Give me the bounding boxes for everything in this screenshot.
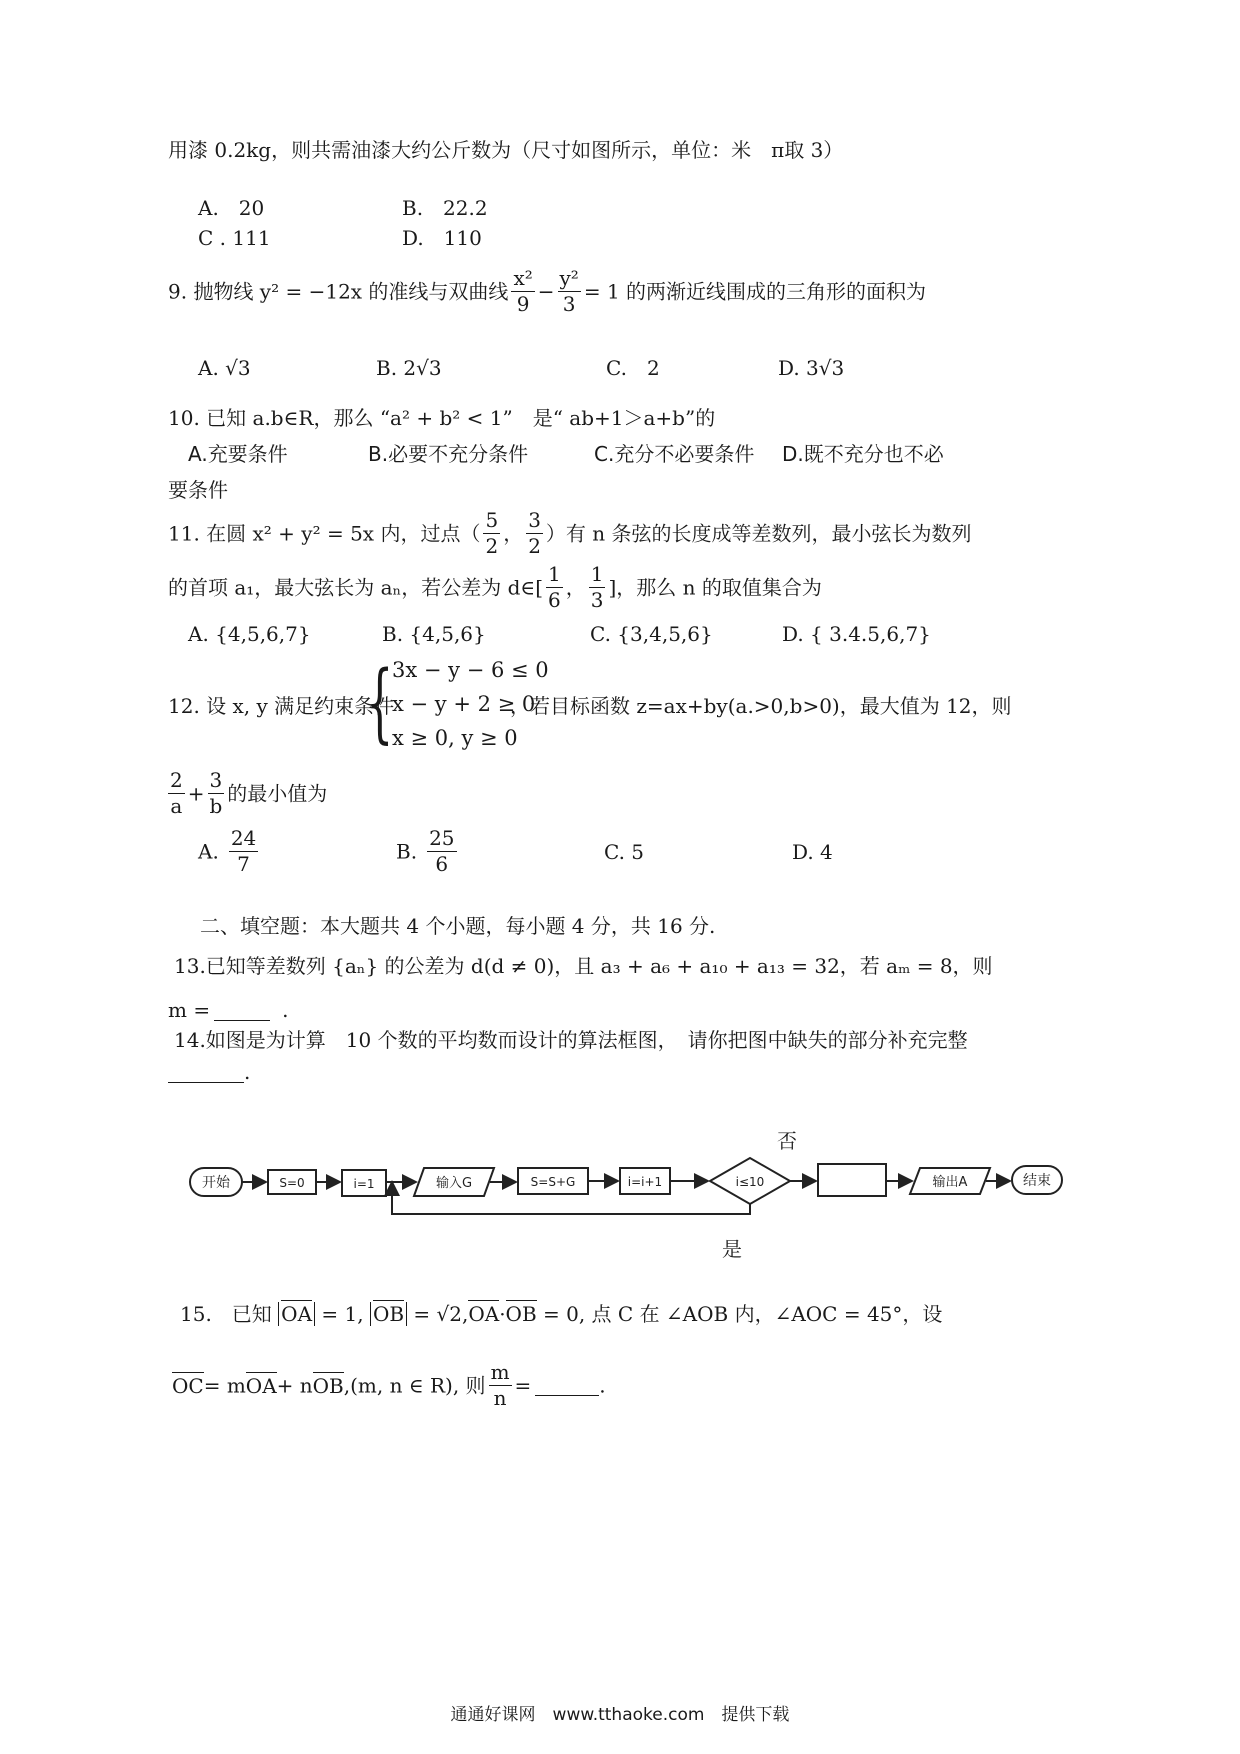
q14-text: 14.如图是为计算 10 个数的平均数而设计的算法框图， 请你把图中缺失的部分补充完整: [174, 1028, 968, 1052]
q12-tail: 的最小值为: [227, 781, 328, 806]
q15-vec-oa3: OA: [245, 1373, 277, 1398]
q9-option-b: B. 2√3: [376, 356, 442, 380]
q12-constraint-2: x − y + 2 ≥ 0: [392, 692, 536, 716]
q12-constraint-3: x ≥ 0, y ≥ 0: [392, 726, 518, 750]
q8-option-d: D. 110: [402, 226, 482, 250]
q8-option-a: A. 20: [198, 196, 265, 220]
q9-post: = 1 的两渐近线围成的三角形的面积为: [583, 279, 927, 304]
q10-option-b: B.必要不充分条件: [368, 442, 529, 466]
q11-frac-p2: $\frac{3}{2}$: [528, 508, 541, 558]
q15-line2: OC= mOA+ nOB,(m, n ∈ R), 则 $\frac{m}{n}$ = .: [172, 1360, 606, 1410]
q14-line2: .: [168, 1062, 250, 1083]
flow-i1-label: i=1: [353, 1177, 375, 1191]
q12-post: ，若目标函数 z=ax+by(a.>0,b>0)，最大值为 12，则: [510, 694, 1012, 718]
q15-frac-mn: $\frac{m}{n}$: [490, 1360, 510, 1410]
section-fill-in-heading: 二、填空题：本大题共 4 个小题，每小题 4 分，共 16 分.: [200, 914, 716, 938]
flow-cond-label: i≤10: [735, 1175, 765, 1189]
q8-text: 用漆 0.2kg，则共需油漆大约公斤数为（尺寸如图所示，单位：米 π取 3）: [168, 138, 844, 162]
q10-option-a: A.充要条件: [188, 442, 288, 466]
q12-option-d: D. 4: [792, 840, 833, 864]
q12-brace: {: [366, 653, 394, 753]
q9-frac-x: $\frac{\text{x²}}{9}$: [513, 266, 533, 316]
q15-line2-post: ,(m, n ∈ R), 则: [343, 1373, 486, 1398]
q12-frac-2a: $\frac{2}{a}$: [170, 768, 183, 818]
q11-line1: [168, 508, 972, 559]
flow-yes-label: 是: [722, 1237, 742, 1261]
q15-vec-oa: OA: [468, 1302, 500, 1326]
q15-answer-blank: [535, 1375, 599, 1396]
q12-option-a-frac: $\frac{24}{7}$: [230, 826, 257, 876]
q11-line2-pre: 的首项 a₁，最大弦长为 aₙ，若公差为 d∈[: [168, 575, 543, 600]
q9-option-d: D. 3√3: [778, 356, 845, 380]
q9-option-c: C. 2: [606, 356, 660, 380]
q11-comma: ，: [503, 521, 524, 546]
q13-text: 13.已知等差数列 {aₙ} 的公差为 d(d ≠ 0)，且 a₃ + a₆ + a₁₀ + a₁₃ = 32，若 aₘ = 8，则: [174, 954, 993, 978]
q12-frac-3b: $\frac{3}{b}$: [209, 768, 223, 818]
q11-frac-p1: $\frac{5}{2}$: [485, 508, 499, 558]
q15-vec-oc: OC: [172, 1373, 204, 1398]
q13-answer-blank: [214, 1000, 270, 1021]
q9-pre: 9. 抛物线 y² = −12x 的准线与双曲线: [168, 279, 509, 304]
page-footer: 通通好课网 www.tthaoke.com 提供下载: [450, 1705, 790, 1725]
q9-option-a: A. √3: [198, 356, 251, 380]
q15-vec-ob3: OB: [312, 1373, 344, 1398]
q8-option-c: C . 111: [198, 226, 271, 250]
q12-option-b-frac: $\frac{25}{6}$: [429, 826, 455, 876]
q12-constraint-1: 3x − y − 6 ≤ 0: [392, 658, 549, 682]
flow-sum-label: S=S+G: [530, 1175, 576, 1189]
q9-frac-y: $\frac{\text{y²}}{3}$: [559, 266, 579, 316]
q15-abs-ob: OB: [370, 1302, 407, 1326]
flow-inc-label: i=i+1: [627, 1175, 663, 1189]
q11-pre: 11. 在圆 x² + y² = 5x 内，过点（: [168, 521, 481, 546]
q12-option-b: B. $\frac{25}{6}$: [396, 826, 455, 876]
q11-option-c: C. {3,4,5,6}: [590, 622, 713, 646]
flowchart: [180, 1120, 1080, 1270]
q12-expr-line: [168, 768, 327, 819]
q15-line1: 15. 已知 OA = 1, OB = √2,OA·OB = 0, 点 C 在 ∠AOB 内，∠AOC = 45°，设: [180, 1302, 943, 1326]
q11-option-b: B. {4,5,6}: [382, 622, 486, 646]
q15-abs-oa: OA: [278, 1302, 315, 1326]
flow-blank-node: [818, 1164, 886, 1196]
q11-post: ）有 n 条弦的长度成等差数列，最小弦长为数列: [545, 521, 972, 546]
q12-option-c: C. 5: [604, 840, 645, 864]
q11-option-d: D. { 3.4.5,6,7}: [782, 622, 931, 646]
flow-start-label: 开始: [202, 1175, 230, 1191]
q11-frac-d1: $\frac{1}{6}$: [548, 562, 561, 612]
q10-text: 10. 已知 a.b∈R，那么 “a² + b² < 1” 是“ ab+1＞a+b”的: [168, 406, 716, 430]
q11-line2: 的首项 a₁，最大弦长为 aₙ，若公差为 d∈[ $\frac{1}{6}$ ， $\frac{1}{3}$ ]，那么 n 的取值集合为: [168, 562, 822, 612]
q9-minus: −: [537, 279, 555, 304]
flow-input-label: 输入G: [435, 1176, 473, 1191]
flow-end-label: 结束: [1023, 1173, 1051, 1189]
q9-line: [168, 266, 926, 317]
q13-line2: m = .: [168, 998, 289, 1022]
q11-frac-d2: $\frac{1}{3}$: [590, 562, 604, 612]
q14-answer-blank: [168, 1062, 244, 1083]
q15-line1-post: = 0, 点 C 在 ∠AOB 内，∠AOC = 45°，设: [543, 1302, 943, 1326]
q12-pre: 12. 设 x, y 满足约束条件: [168, 694, 395, 718]
q15-pre: 15. 已知: [180, 1302, 272, 1326]
q11-option-a: A. {4,5,6,7}: [188, 622, 311, 646]
q10-option-c: C.充分不必要条件: [594, 442, 755, 466]
flow-s0-label: S=0: [279, 1176, 305, 1190]
q11-line2-post: ]，那么 n 的取值集合为: [608, 575, 822, 600]
flow-no-label: 否: [777, 1129, 797, 1153]
q15-vec-ob: OB: [505, 1302, 537, 1326]
q8-option-b: B. 22.2: [402, 196, 488, 220]
flow-output-label: 输出A: [932, 1175, 968, 1190]
q12-plus: +: [187, 781, 205, 806]
q10-option-d: D.既不充分也不必: [782, 442, 944, 466]
q13-m-label: m =: [168, 998, 211, 1022]
q12-option-a: A. $\frac{24}{7}$: [198, 826, 257, 876]
q10-continued: 要条件: [168, 478, 228, 502]
